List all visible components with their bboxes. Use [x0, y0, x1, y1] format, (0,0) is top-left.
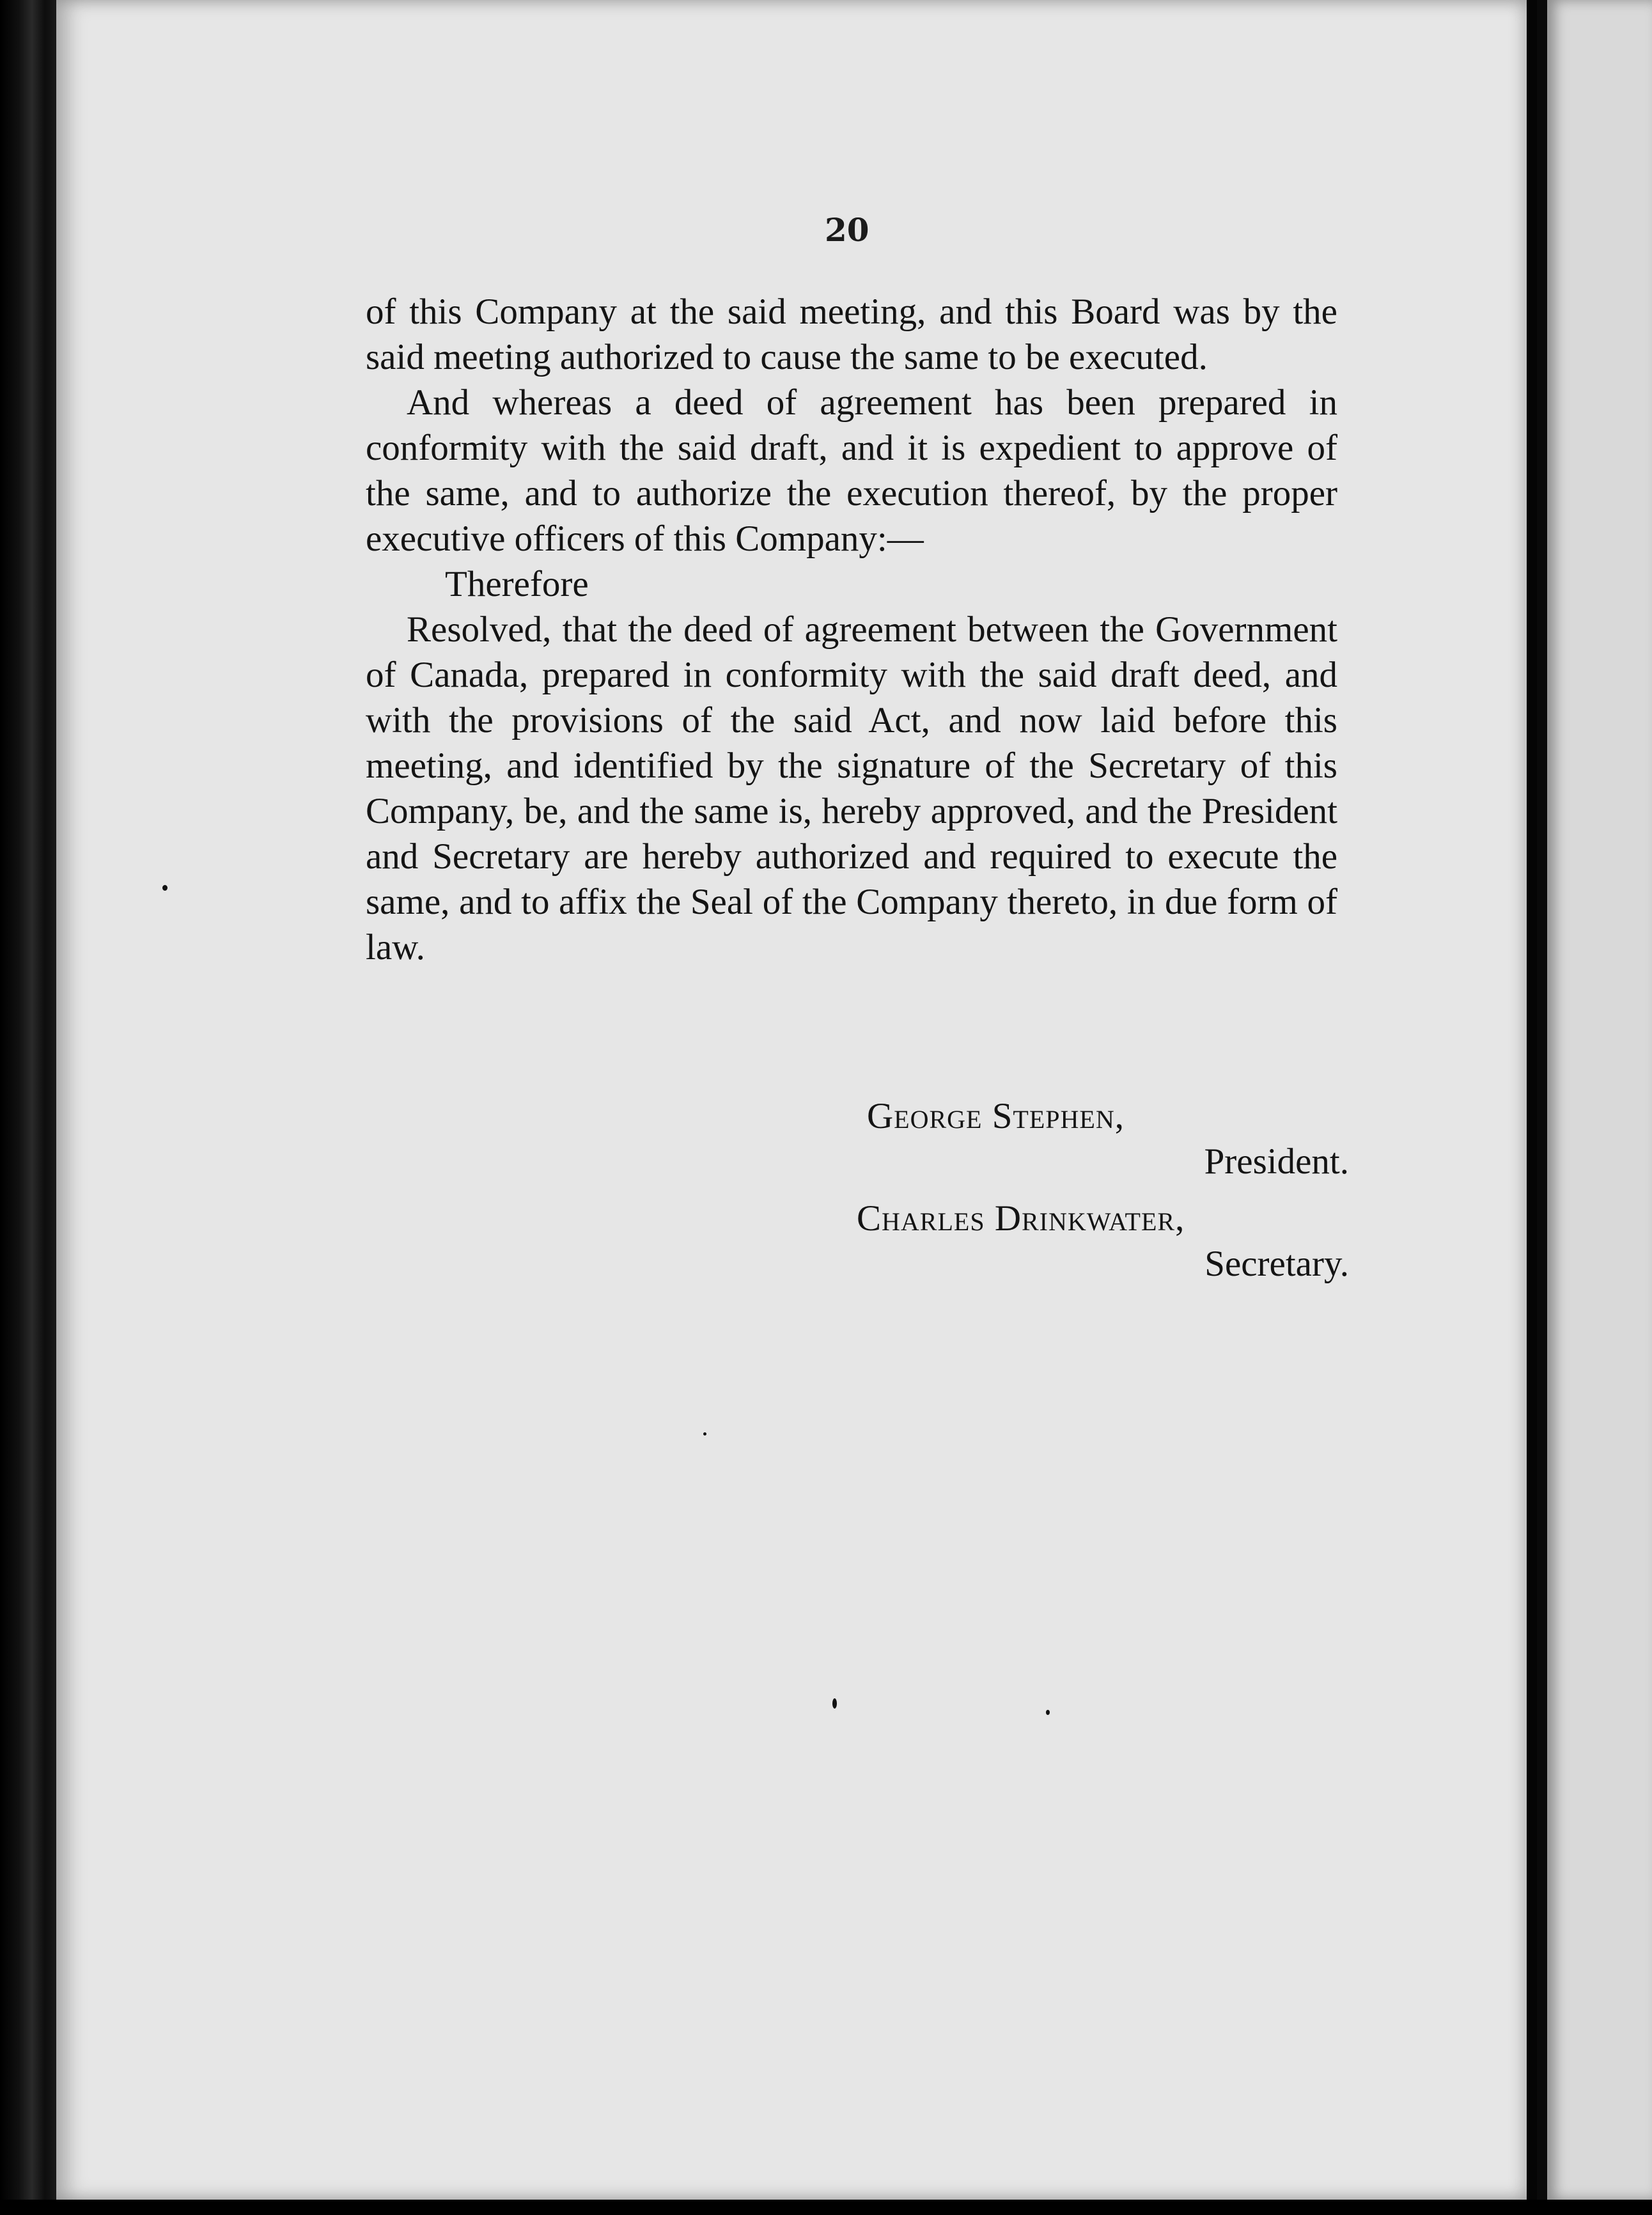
signatory-name-secretary: Charles Drinkwater,: [857, 1198, 1185, 1239]
scan-speck: [832, 1698, 837, 1709]
bottom-border: [0, 2200, 1652, 2215]
adjacent-page-edge: [1547, 0, 1652, 2200]
book-binding: [1527, 0, 1537, 2215]
body-text: [366, 289, 1337, 970]
scan-speck: [162, 885, 168, 891]
signatory-title-president: President.: [1204, 1141, 1349, 1182]
signatory-name-president: George Stephen,: [867, 1096, 1125, 1136]
signatory-title-secretary: Secretary.: [1204, 1244, 1349, 1284]
page-number: 20: [825, 211, 869, 249]
paragraph-whereas: And whereas a deed of agreement has been prepared in conformity with the said draft, and it is expedient to approve of the same, and to authorize the execution thereof, by the proper executive officers of this Company:—: [366, 382, 1337, 559]
scan-speck: [703, 1432, 706, 1436]
paragraph-continuation: of this Company at the said meeting, and this Board was by the said meeting authorized to cause the same to be executed.: [366, 292, 1337, 377]
scan-speck: [1046, 1710, 1050, 1715]
paragraph-resolved: Resolved, that the deed of agreement between the Government of Canada, prepared in conformity with the said draft deed, and with the provisions of the said Act, and now laid before this meeting, and identified by the signature of the Secretary of this Company, be, and the same is, hereby approved, and the President and Secretary are hereby authorized and required to execute the same, and to affix the Seal of the Company thereto, in due form of law.: [366, 609, 1337, 967]
signature-block: [857, 1093, 1349, 1287]
left-book-edge: [0, 0, 56, 2215]
paragraph-therefore: Therefore: [445, 564, 589, 604]
